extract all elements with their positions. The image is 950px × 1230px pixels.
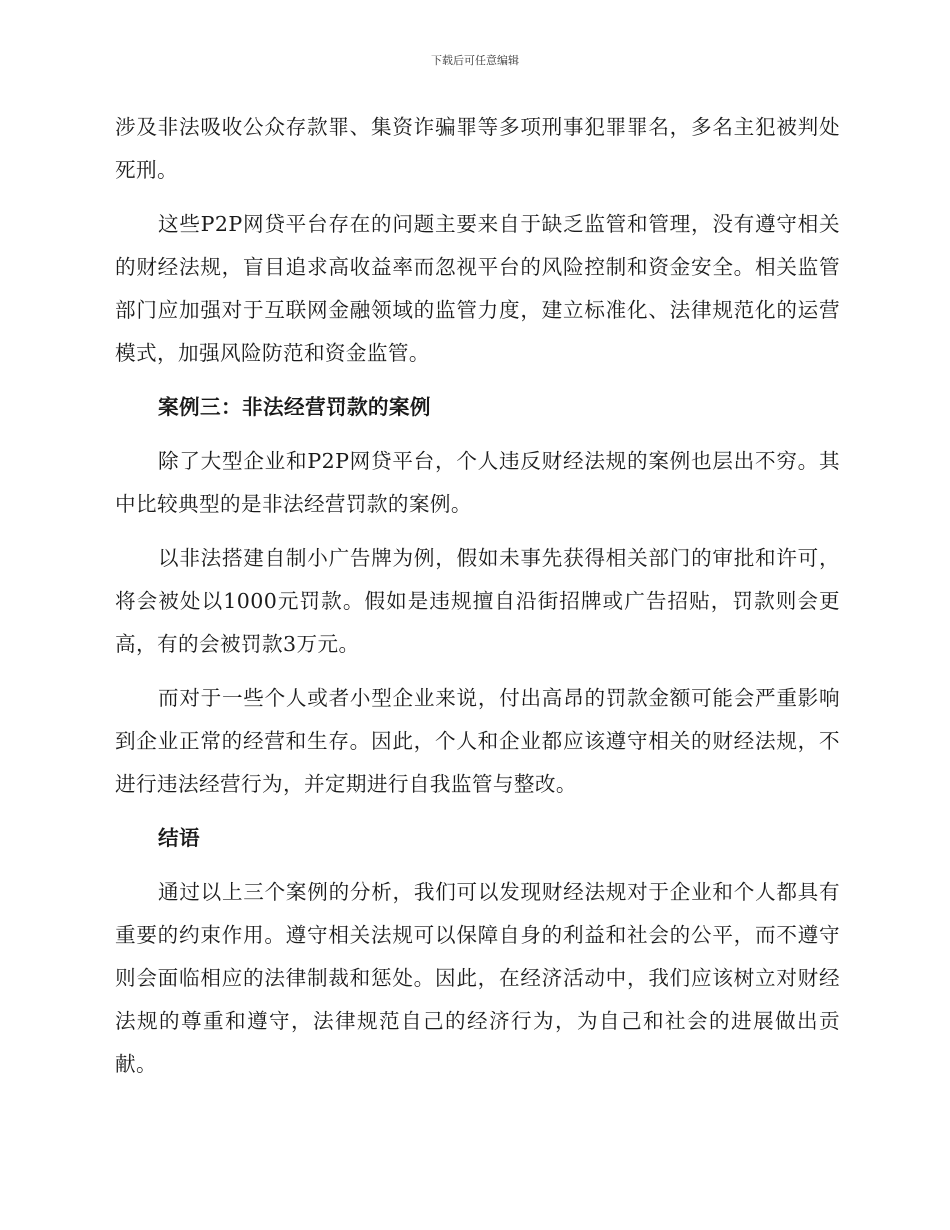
paragraph-continuation: 涉及非法吸收公众存款罪、集资诈骗罪等多项刑事犯罪罪名，多名主犯被判处死刑。 xyxy=(115,115,840,182)
document-body xyxy=(115,106,840,1097)
section-heading-conclusion: 结语 xyxy=(158,826,200,850)
paragraph-billboard-example: 以非法搭建自制小广告牌为例，假如未事先获得相关部门的审批和许可，将会被处以1000元罚款。假如是违规擅自沿街招牌或广告招贴，罚款则会更高，有的会被罚款3万元。 xyxy=(115,546,840,656)
paragraph-conclusion: 通过以上三个案例的分析，我们可以发现财经法规对于企业和个人都具有重要的约束作用。遵守相关法规可以保障自身的利益和社会的公平，而不遵守则会面临相应的法律制裁和惩处。因此，在经济活动中，我们应该树立对财经法规的尊重和遵守，法律规范自己的经济行为，为自己和社会的进展做出贡献。 xyxy=(115,880,840,1076)
section-heading-case-three: 案例三：非法经营罚款的案例 xyxy=(158,395,431,419)
paragraph-fine-impact: 而对于一些个人或者小型企业来说，付出高昂的罚款金额可能会严重影响到企业正常的经营和生存。因此，个人和企业都应该遵守相关的财经法规，不进行违法经营行为，并定期进行自我监管与整改。 xyxy=(115,686,840,796)
paragraph-p2p-issues: 这些P2P网贷平台存在的问题主要来自于缺乏监管和管理，没有遵守相关的财经法规，盲目追求高收益率而忽视平台的风险控制和资金安全。相关监管部门应加强对于互联网金融领域的监管力度，建立标准化、法律规范化的运营模式，加强风险防范和资金监管。 xyxy=(115,212,840,365)
paragraph-individual-violations: 除了大型企业和P2P网贷平台，个人违反财经法规的案例也层出不穷。其中比较典型的是非法经营罚款的案例。 xyxy=(115,449,840,516)
page-header: 下载后可任意编辑 xyxy=(431,54,519,67)
